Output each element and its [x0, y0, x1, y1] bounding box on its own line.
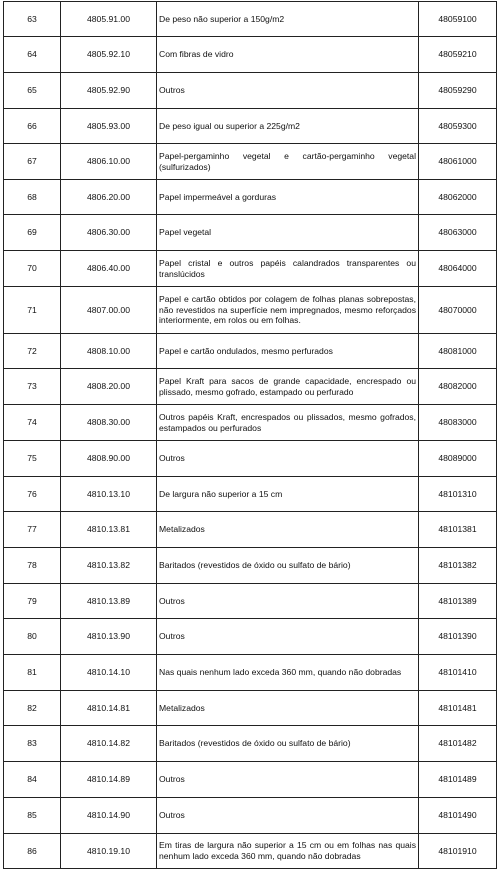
- table-row: [4, 251, 497, 287]
- table-row: [4, 726, 497, 762]
- row-number: 82: [4, 691, 61, 726]
- ncm-code: 4806.30.00: [61, 215, 157, 251]
- ncm-code: 4810.13.90: [61, 619, 157, 655]
- table-row: [4, 548, 497, 584]
- product-description: Outros papéis Kraft, encrespados ou plissados, mesmo gofrados, estampados ou perfurados: [157, 405, 419, 441]
- table-row: [4, 369, 497, 405]
- table-row: [4, 691, 497, 726]
- row-number: 78: [4, 548, 61, 584]
- row-number: 73: [4, 369, 61, 405]
- table-row: [4, 834, 497, 869]
- product-code: 48101389: [419, 584, 497, 619]
- product-description: Outros: [157, 762, 419, 798]
- product-code: 48059290: [419, 73, 497, 109]
- row-number: 77: [4, 512, 61, 548]
- ncm-code: 4810.14.10: [61, 655, 157, 691]
- product-description: Outros: [157, 619, 419, 655]
- table-row: [4, 405, 497, 441]
- row-number: 72: [4, 334, 61, 369]
- ncm-code: 4806.10.00: [61, 144, 157, 180]
- ncm-code: 4805.92.90: [61, 73, 157, 109]
- row-number: 63: [4, 2, 61, 37]
- product-code: 48061000: [419, 144, 497, 180]
- ncm-code: 4808.90.00: [61, 441, 157, 477]
- product-description: Papel impermeável a gorduras: [157, 180, 419, 215]
- ncm-code: 4808.30.00: [61, 405, 157, 441]
- product-description: Papel e cartão obtidos por colagem de folhas planas sobrepostas, não revestidos na superfície nem impregnados, mesmo reforçados interiormente, em rolos ou em folhas.: [157, 287, 419, 334]
- table-row: [4, 2, 497, 37]
- row-number: 81: [4, 655, 61, 691]
- ncm-table-body: [4, 2, 497, 869]
- product-code: 48081000: [419, 334, 497, 369]
- product-code: 48101382: [419, 548, 497, 584]
- table-row: [4, 287, 497, 334]
- ncm-code: 4805.93.00: [61, 109, 157, 144]
- table-row: [4, 477, 497, 512]
- table-row: [4, 512, 497, 548]
- row-number: 75: [4, 441, 61, 477]
- product-code: 48064000: [419, 251, 497, 287]
- product-code: 48101390: [419, 619, 497, 655]
- ncm-code: 4810.13.89: [61, 584, 157, 619]
- table-row: [4, 762, 497, 798]
- product-code: 48101481: [419, 691, 497, 726]
- row-number: 66: [4, 109, 61, 144]
- product-description: Papel e cartão ondulados, mesmo perfurados: [157, 334, 419, 369]
- ncm-code: 4810.14.89: [61, 762, 157, 798]
- ncm-code: 4805.92.10: [61, 37, 157, 73]
- table-row: [4, 584, 497, 619]
- ncm-code: 4807.00.00: [61, 287, 157, 334]
- table-row: [4, 215, 497, 251]
- table-row: [4, 619, 497, 655]
- product-code: 48059300: [419, 109, 497, 144]
- table-row: [4, 73, 497, 109]
- product-description: De peso não superior a 150g/m2: [157, 2, 419, 37]
- ncm-table: [3, 1, 497, 869]
- row-number: 64: [4, 37, 61, 73]
- table-row: [4, 655, 497, 691]
- product-description: De peso igual ou superior a 225g/m2: [157, 109, 419, 144]
- product-description: Papel-pergaminho vegetal e cartão-pergaminho vegetal (sulfurizados): [157, 144, 419, 180]
- row-number: 84: [4, 762, 61, 798]
- ncm-code: 4805.91.00: [61, 2, 157, 37]
- product-code: 48101410: [419, 655, 497, 691]
- product-code: 48101381: [419, 512, 497, 548]
- product-code: 48063000: [419, 215, 497, 251]
- product-code: 48101482: [419, 726, 497, 762]
- table-row: [4, 334, 497, 369]
- table-row: [4, 144, 497, 180]
- product-code: 48089000: [419, 441, 497, 477]
- row-number: 79: [4, 584, 61, 619]
- product-code: 48059210: [419, 37, 497, 73]
- ncm-code: 4806.40.00: [61, 251, 157, 287]
- ncm-code: 4810.14.90: [61, 798, 157, 834]
- product-code: 48059100: [419, 2, 497, 37]
- row-number: 71: [4, 287, 61, 334]
- product-description: Baritados (revestidos de óxido ou sulfato de bário): [157, 548, 419, 584]
- table-row: [4, 37, 497, 73]
- ncm-code: 4806.20.00: [61, 180, 157, 215]
- row-number: 76: [4, 477, 61, 512]
- product-description: De largura não superior a 15 cm: [157, 477, 419, 512]
- table-row: [4, 441, 497, 477]
- row-number: 70: [4, 251, 61, 287]
- product-code: 48062000: [419, 180, 497, 215]
- product-description: Metalizados: [157, 691, 419, 726]
- row-number: 67: [4, 144, 61, 180]
- product-description: Papel vegetal: [157, 215, 419, 251]
- ncm-code: 4810.19.10: [61, 834, 157, 869]
- row-number: 74: [4, 405, 61, 441]
- row-number: 85: [4, 798, 61, 834]
- ncm-code: 4808.20.00: [61, 369, 157, 405]
- product-code: 48101910: [419, 834, 497, 869]
- table-row: [4, 109, 497, 144]
- product-code: 48083000: [419, 405, 497, 441]
- ncm-code: 4810.13.81: [61, 512, 157, 548]
- product-code: 48070000: [419, 287, 497, 334]
- product-code: 48082000: [419, 369, 497, 405]
- row-number: 83: [4, 726, 61, 762]
- product-code: 48101489: [419, 762, 497, 798]
- product-description: Outros: [157, 584, 419, 619]
- product-description: Baritados (revestidos de óxido ou sulfato de bário): [157, 726, 419, 762]
- ncm-code: 4810.14.82: [61, 726, 157, 762]
- product-code: 48101310: [419, 477, 497, 512]
- ncm-code: 4810.13.10: [61, 477, 157, 512]
- row-number: 65: [4, 73, 61, 109]
- product-description: Outros: [157, 798, 419, 834]
- product-description: Nas quais nenhum lado exceda 360 mm, quando não dobradas: [157, 655, 419, 691]
- product-description: Com fibras de vidro: [157, 37, 419, 73]
- table-row: [4, 798, 497, 834]
- product-code: 48101490: [419, 798, 497, 834]
- product-description: Em tiras de largura não superior a 15 cm ou em folhas nas quais nenhum lado exceda 360 mm, quando não dobradas: [157, 834, 419, 869]
- row-number: 68: [4, 180, 61, 215]
- product-description: Outros: [157, 441, 419, 477]
- product-description: Papel cristal e outros papéis calandrados transparentes ou translúcidos: [157, 251, 419, 287]
- product-description: Outros: [157, 73, 419, 109]
- ncm-code: 4808.10.00: [61, 334, 157, 369]
- row-number: 86: [4, 834, 61, 869]
- product-description: Papel Kraft para sacos de grande capacidade, encrespado ou plissado, mesmo gofrado, estampado ou perfurado: [157, 369, 419, 405]
- table-row: [4, 180, 497, 215]
- ncm-code: 4810.14.81: [61, 691, 157, 726]
- row-number: 80: [4, 619, 61, 655]
- ncm-code: 4810.13.82: [61, 548, 157, 584]
- product-description: Metalizados: [157, 512, 419, 548]
- row-number: 69: [4, 215, 61, 251]
